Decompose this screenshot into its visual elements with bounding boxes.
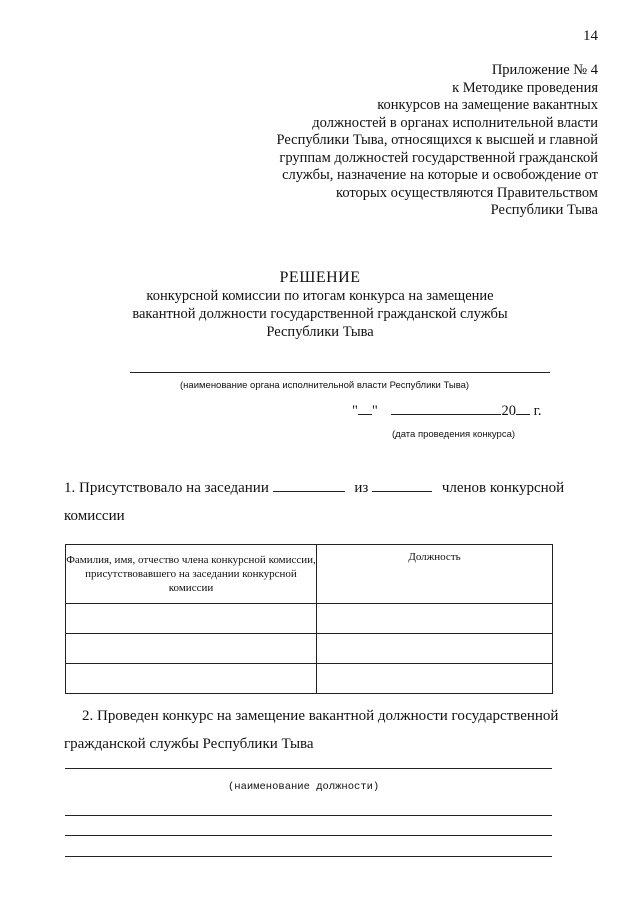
table-row (66, 664, 553, 694)
total-count-blank (372, 478, 432, 492)
header-member-name: Фамилия, имя, отчество члена конкурсной комиссии, присутствовавшего на заседании конкурсной комиссии (66, 545, 317, 604)
position-name-caption: (наименование должности) (228, 781, 380, 793)
table-row (66, 604, 553, 634)
meeting-date-caption: (дата проведения конкурса) (392, 429, 516, 440)
appendix-line: службы, назначение на которые и освобождение от (282, 167, 598, 183)
item-1-text-a: 1. Присутствовало на заседании (64, 480, 269, 496)
position-name-line (65, 768, 552, 769)
organ-name-caption: (наименование органа исполнительной власти Республики Тыва) (180, 380, 470, 391)
blank-line (65, 856, 552, 857)
appendix-line: которых осуществляются Правительством (336, 184, 598, 201)
date-quote-close: " (371, 403, 378, 419)
member-name-cell (66, 634, 317, 664)
year-blank (516, 402, 530, 415)
appendix-line: Приложение № 4 (491, 62, 598, 78)
appendix-line: Республики Тыва (490, 202, 598, 218)
item-1-continuation: комиссии (64, 508, 125, 524)
appendix-line: группам должностей государственной гражданской (279, 149, 598, 166)
year-suffix: г. (533, 403, 542, 419)
appendix-header (178, 62, 598, 220)
item-1-text-b: из (354, 480, 369, 496)
member-position-cell (317, 604, 553, 634)
member-position-cell (317, 634, 553, 664)
document-title: РЕШЕНИЕ (279, 269, 361, 286)
day-blank (358, 402, 372, 415)
document-title-block (0, 268, 640, 341)
header-position: Должность (317, 545, 553, 604)
page-number: 14 (583, 28, 598, 44)
members-table-header (66, 545, 553, 604)
appendix-line: должностей в органах исполнительной власти (312, 114, 598, 131)
member-position-cell (317, 664, 553, 694)
date-quote-open: " (352, 403, 358, 419)
appendix-line: конкурсов на замещение вакантных (377, 97, 598, 113)
member-name-cell (66, 604, 317, 634)
item-1-text-c: членов конкурсной (441, 480, 565, 496)
members-table (65, 544, 553, 694)
organ-name-line (130, 372, 550, 373)
year-prefix: 20 (501, 403, 516, 419)
table-row (66, 634, 553, 664)
document-subtitle-line: конкурсной комиссии по итогам конкурса на замещение (146, 288, 494, 304)
meeting-date-line (352, 402, 542, 420)
present-count-blank (273, 478, 345, 492)
document-subtitle-line: Республики Тыва (266, 324, 374, 340)
item-2-line-1: 2. Проведен конкурс на замещение вакантной должности государственной (82, 708, 559, 724)
appendix-line: к Методике проведения (452, 79, 598, 96)
member-name-cell (66, 664, 317, 694)
item-2-line-2: гражданской службы Республики Тыва (64, 736, 314, 752)
blank-line (65, 815, 552, 816)
month-blank (391, 402, 501, 415)
blank-line (65, 835, 552, 836)
document-subtitle-line: вакантной должности государственной гражданской службы (132, 306, 508, 322)
appendix-line: Республики Тыва, относящихся к высшей и главной (276, 132, 598, 148)
item-1-attendance (64, 478, 584, 497)
